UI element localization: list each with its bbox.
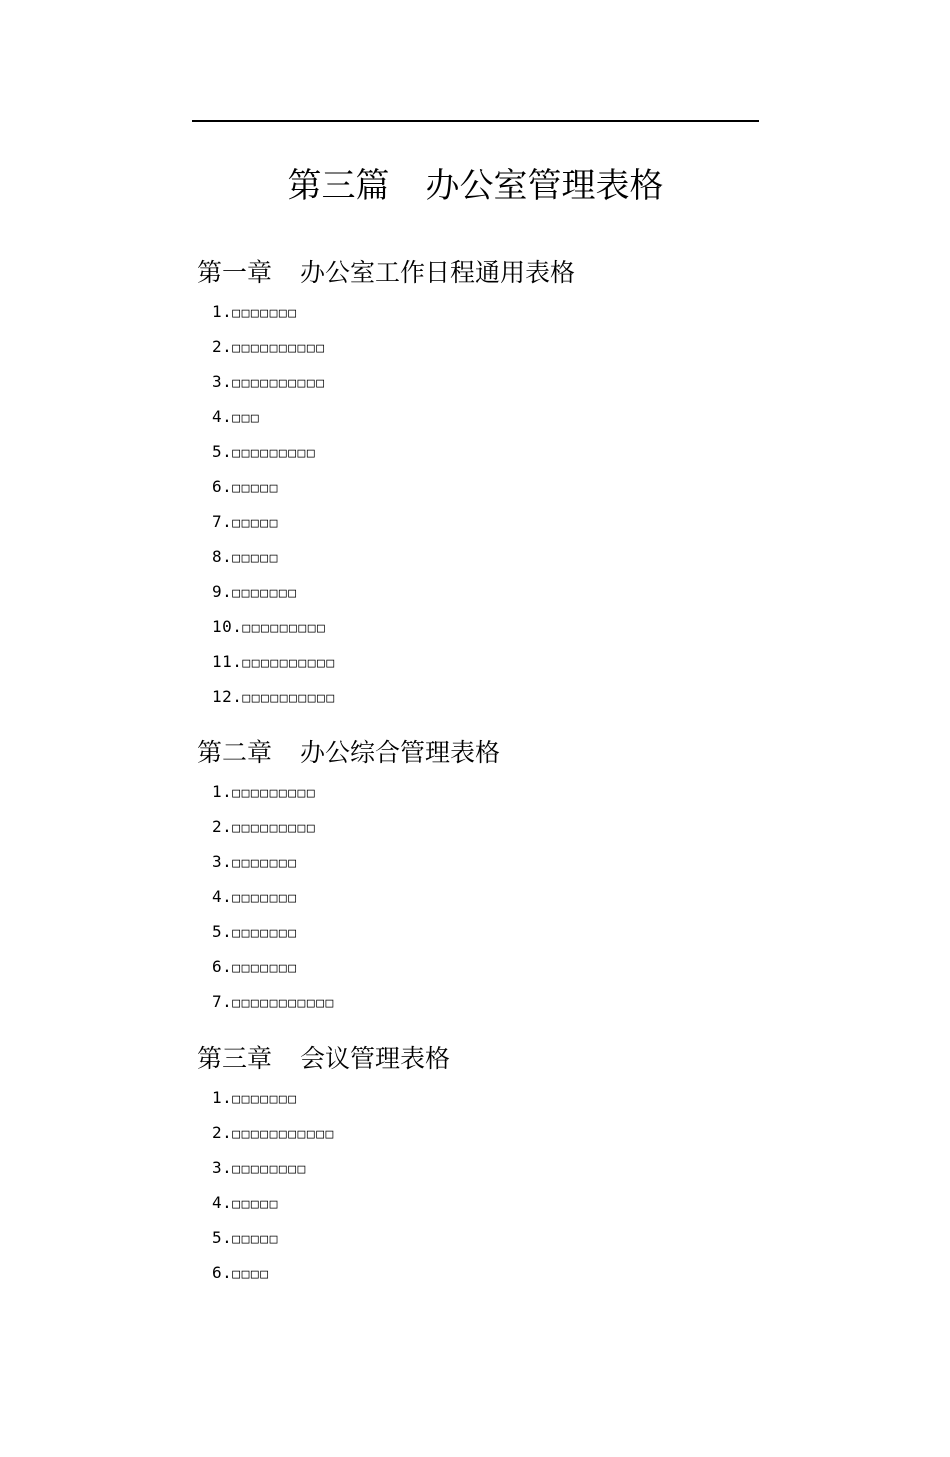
item-text: □□□□□□□□□□□ (232, 1127, 335, 1142)
item-number: 3. (212, 372, 233, 391)
part-label: 第三篇 (287, 166, 390, 206)
item-number: 2. (212, 817, 233, 836)
item-number: 2. (212, 1123, 233, 1142)
item-number: 3. (212, 1158, 233, 1177)
list-item (212, 844, 500, 879)
item-number: 1. (212, 1088, 233, 1107)
list-item (212, 644, 575, 679)
item-text: □□□□ (232, 1267, 270, 1282)
item-text: □□□□□□□□□□ (242, 691, 336, 706)
chapter-item-list (197, 294, 575, 714)
item-number: 5. (212, 922, 233, 941)
item-number: 4. (212, 887, 233, 906)
chapter-title-text: 办公室工作日程通用表格 (300, 258, 576, 287)
item-number: 5. (212, 442, 233, 461)
list-item (212, 1255, 450, 1290)
item-text: □□□□□□□ (232, 961, 298, 976)
item-number: 7. (212, 512, 233, 531)
part-title-text: 办公室管理表格 (425, 166, 664, 206)
chapter-1-section (197, 256, 575, 714)
list-item (212, 329, 575, 364)
list-item (212, 399, 575, 434)
list-item (212, 1220, 450, 1255)
item-text: □□□□□□□ (232, 856, 298, 871)
item-text: □□□□□□□□□ (232, 821, 317, 836)
list-item (212, 914, 500, 949)
list-item (212, 1185, 450, 1220)
item-text: □□□□□□□□□ (232, 786, 317, 801)
list-item (212, 679, 575, 714)
item-number: 4. (212, 407, 233, 426)
list-item (212, 504, 575, 539)
item-number: 12. (212, 687, 243, 706)
item-text: □□□□□□□□ (232, 1162, 307, 1177)
chapter-item-list (197, 1080, 450, 1290)
list-item (212, 294, 575, 329)
item-text: □□□□□ (232, 551, 279, 566)
list-item (212, 984, 500, 1019)
chapter-2-section (197, 736, 500, 1019)
item-text: □□□□□□□□□ (242, 621, 327, 636)
item-number: 7. (212, 992, 233, 1011)
item-number: 6. (212, 957, 233, 976)
top-rule (192, 120, 759, 122)
item-text: □□□□□ (232, 481, 279, 496)
list-item (212, 1150, 450, 1185)
chapter-title (197, 1042, 450, 1076)
list-item (212, 609, 575, 644)
item-text: □□□□□ (232, 1197, 279, 1212)
item-text: □□□□□ (232, 516, 279, 531)
item-number: 5. (212, 1228, 233, 1247)
list-item (212, 949, 500, 984)
list-item (212, 809, 500, 844)
item-number: 8. (212, 547, 233, 566)
item-number: 4. (212, 1193, 233, 1212)
item-text: □□□□□□□ (232, 306, 298, 321)
item-text: □□□□□□□ (232, 926, 298, 941)
item-number: 10. (212, 617, 243, 636)
list-item (212, 1115, 450, 1150)
list-item (212, 879, 500, 914)
list-item (212, 469, 575, 504)
list-item (212, 434, 575, 469)
chapter-3-section (197, 1042, 450, 1290)
list-item (212, 774, 500, 809)
item-text: □□□□□□□ (232, 586, 298, 601)
list-item (212, 574, 575, 609)
item-text: □□□□□□□□□□ (232, 376, 326, 391)
item-text: □□□□□□□ (232, 891, 298, 906)
item-text: □□□□□□□□□□ (242, 656, 336, 671)
list-item (212, 539, 575, 574)
item-text: □□□□□□□ (232, 1092, 298, 1107)
item-number: 6. (212, 1263, 233, 1282)
chapter-title (197, 256, 575, 290)
item-number: 11. (212, 652, 243, 671)
item-text: □□□□□□□□□□□ (232, 996, 335, 1011)
item-text: □□□□□□□□□ (232, 446, 317, 461)
item-number: 9. (212, 582, 233, 601)
chapter-label: 第一章 (197, 258, 273, 287)
item-text: □□□□□□□□□□ (232, 341, 326, 356)
item-text: □□□□□ (232, 1232, 279, 1247)
list-item (212, 364, 575, 399)
part-title (192, 163, 759, 209)
chapter-title (197, 736, 500, 770)
item-number: 1. (212, 302, 233, 321)
chapter-label: 第三章 (197, 1044, 273, 1073)
item-number: 1. (212, 782, 233, 801)
list-item (212, 1080, 450, 1115)
item-number: 3. (212, 852, 233, 871)
chapter-label: 第二章 (197, 738, 273, 767)
item-text: □□□ (232, 411, 261, 426)
chapter-item-list (197, 774, 500, 1019)
chapter-title-text: 办公综合管理表格 (300, 738, 501, 767)
chapter-title-text: 会议管理表格 (300, 1044, 451, 1073)
item-number: 2. (212, 337, 233, 356)
item-number: 6. (212, 477, 233, 496)
